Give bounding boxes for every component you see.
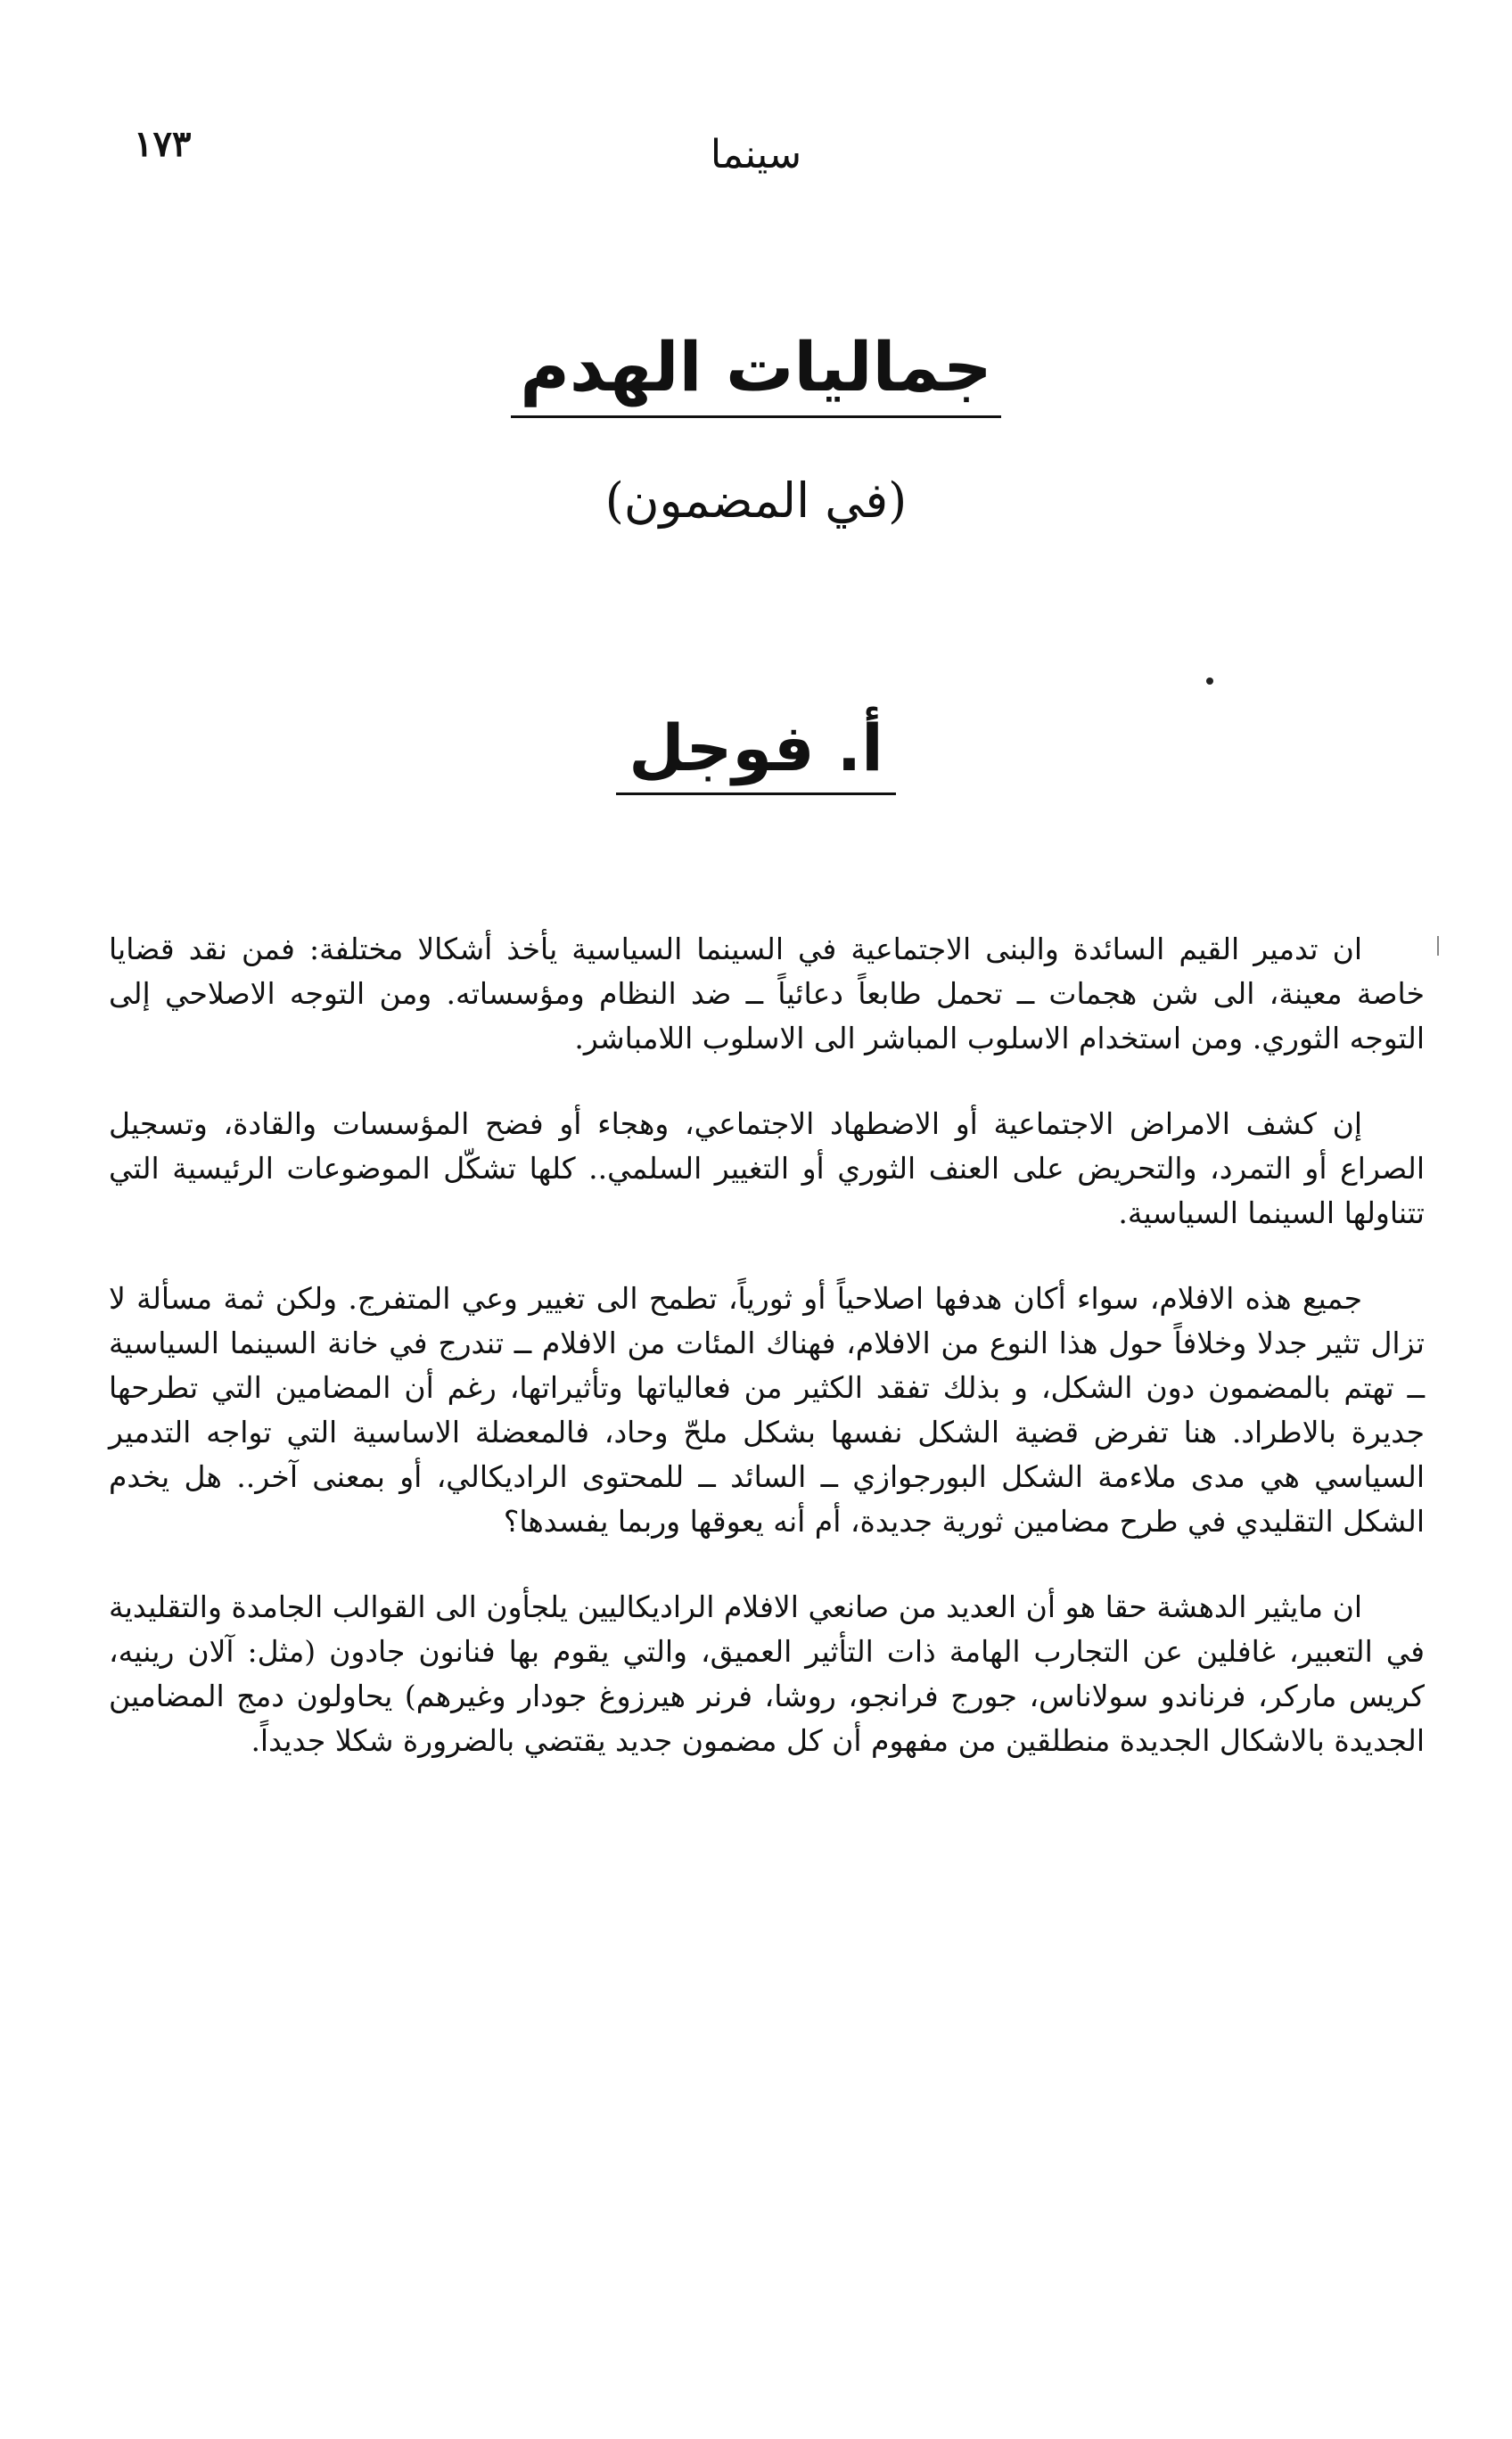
- paragraph-2: إن كشف الامراض الاجتماعية أو الاضطهاد الاجتماعي، وهجاء أو فضح المؤسسات والقادة، وتسجيل الصراع أو التمرد، والتحريض على العنف الثوري أو التغيير السلمي.. كلها تشكّل الموضوعات الرئيسية التي تتناولها السينما السياسية.: [109, 1106, 1425, 1230]
- paragraph-4: ان مايثير الدهشة حقا هو أن العديد من صانعي الافلام الراديكاليين يلجأون الى القوالب الجامدة والتقليدية في التعبير، غافلين عن التجارب الهامة ذات التأثير العميق، والتي يقوم بها فنانون جادون (مثل: آلان رينيه، كريس ماركر، فرناندو سولاناس، جورج فرانجو، روشا، فرنر هيرزوغ جودار وغيرهم) يحاولون دمج المضامين الجديدة بالاشكال الجديدة منطلقين من مفهوم أن كل مضمون جديد يقتضي بالضرورة شكلا جديداً.: [109, 1589, 1425, 1758]
- paragraph-1: ان تدمير القيم السائدة والبنى الاجتماعية في السينما السياسية يأخذ أشكالا مختلفة: فمن نقد قضايا خاصة معينة، الى شن هجمات ــ تحمل طابعاً دعائياً ــ ضد النظام ومؤسساته. ومن التوجه الاصلاحي إلى التوجه الثوري. ومن استخدام الاسلوب المباشر الى الاسلوب اللامباشر.: [109, 932, 1425, 1055]
- author-name: أ. فوجل: [616, 713, 896, 795]
- article-body: [109, 927, 1425, 1804]
- running-head: سينما: [710, 132, 802, 177]
- page-subtitle: (في المضمون): [604, 472, 908, 529]
- author-block: [0, 710, 1512, 795]
- page-title: جماليات الهدم: [511, 330, 1001, 418]
- margin-mark: [1437, 936, 1439, 956]
- title-block: [0, 327, 1512, 418]
- page-number: ١٧٣: [134, 123, 192, 165]
- paragraph-3: جميع هذه الافلام، سواء أكان هدفها اصلاحياً أو ثورياً، تطمح الى تغيير وعي المتفرج. ولكن ثمة مسألة لا تزال تثير جدلا وخلافاً حول هذا النوع من الافلام، فهناك المئات من الافلام ــ تندرج في خانة السينما السياسية ــ تهتم بالمضمون دون الشكل، و بذلك تفقد الكثير من فعالياتها وتأثيراتها، رغم أن المضامين التي تطرحها جديرة بالاطراد. هنا تفرض قضية الشكل نفسها بشكل ملحّ وحاد، فالمعضلة الاساسية التي تواجه التدمير السياسي هي مدى ملاءمة الشكل البورجوازي ــ السائد ــ للمحتوى الراديكالي، أو بمعنى آخر.. هل يخدم الشكل التقليدي في طرح مضامين ثورية جديدة، أم أنه يعوقها وربما يفسدها؟: [109, 1281, 1425, 1539]
- ink-dot: [1206, 678, 1213, 685]
